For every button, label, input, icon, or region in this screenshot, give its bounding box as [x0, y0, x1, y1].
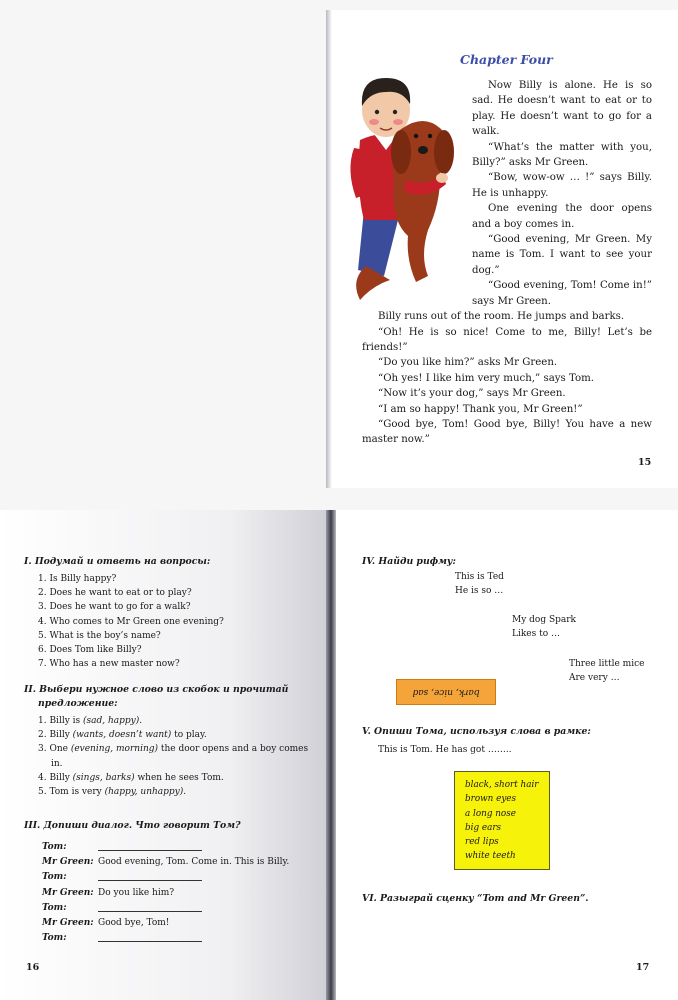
dialogue-line: Mr Green: Do you like him?	[42, 887, 175, 898]
exercise-3-title: III. Допиши диалог. Что говорит Том?	[24, 820, 241, 831]
page-number: 17	[636, 962, 650, 973]
question-item: 3. Does he want to go for a walk?	[38, 602, 191, 613]
story-paragraph: “Now it’s your dog,” says Mr Green.	[378, 388, 566, 400]
exercise-6-title: VI. Разыграй сценку “Tom and Mr Green”.	[362, 893, 589, 904]
book-gutter	[326, 510, 336, 1000]
story-paragraph: Now Billy is alone. He is so sad. He doesn’t want to eat or to play. He doesn’t want to go for a walk.	[472, 80, 652, 138]
word-box: black, short hair brown eyes a long nose big ears red lips white teeth	[454, 771, 550, 870]
dialogue-line: Tom:	[42, 901, 289, 916]
rhyme-2: My dog Spark Likes to …	[512, 615, 577, 639]
answer-blank[interactable]	[98, 872, 202, 881]
exercise-2-title: II. Выбери нужное слово из скобок и прочитай	[24, 684, 289, 695]
question-item: 1. Is Billy happy?	[38, 574, 117, 584]
question-item: 2. Does he want to eat or to play?	[38, 588, 192, 599]
rhyme-3: Three little mice Are very …	[569, 659, 645, 683]
dialogue	[42, 840, 289, 946]
story-paragraph: “Good bye, Tom! Good bye, Billy! You have a new master now.”	[362, 418, 652, 446]
story-paragraph: “Good evening, Tom! Come in!” says Mr Green.	[472, 280, 652, 307]
exercise-5-prompt: This is Tom. He has got ……..	[378, 745, 512, 755]
dialogue-line: Tom:	[42, 840, 289, 855]
rhyme-1: This is Ted He is so …	[455, 572, 504, 596]
choice-item-cont: in.	[51, 758, 63, 769]
word-box-upside-down: bark, nice, sad	[396, 679, 496, 705]
exercise-2-items	[38, 714, 308, 799]
exercise-4-title: IV. Найди рифму:	[362, 556, 456, 567]
story-text	[362, 78, 652, 448]
choice-item: 3. One (evening, morning) the door opens and a boy comes	[38, 744, 309, 755]
answer-blank[interactable]	[98, 842, 202, 851]
story-paragraph: “I am so happy! Thank you, Mr Green!”	[378, 403, 583, 415]
question-item: 5. What is the boy’s name?	[38, 630, 161, 641]
story-paragraph: “Do you like him?” asks Mr Green.	[378, 357, 558, 369]
choice-item: 2. Billy (wants, doesn’t want) to play.	[38, 730, 207, 741]
answer-blank[interactable]	[98, 903, 202, 912]
choice-item: 4. Billy (sings, barks) when he sees Tom.	[38, 772, 224, 783]
story-paragraph: One evening the door opens and a boy comes in.	[472, 203, 652, 230]
story-paragraph: “Bow, wow-ow … !” says Billy. He is unhappy.	[472, 172, 652, 199]
dialogue-line: Tom:	[42, 931, 289, 946]
exercise-1-questions	[38, 572, 224, 671]
exercise-2-title-cont: предложение:	[38, 698, 118, 709]
page-number: 16	[26, 962, 40, 973]
exercise-1-title: I. Подумай и ответь на вопросы:	[24, 556, 211, 567]
dialogue-line: Mr Green: Good evening, Tom. Come in. This is Billy.	[42, 857, 290, 868]
chapter-title: Chapter Four	[460, 52, 553, 67]
story-paragraph: Billy runs out of the room. He jumps and barks.	[378, 311, 625, 323]
question-item: 4. Who comes to Mr Green one evening?	[38, 616, 224, 627]
choice-item: 5. Tom is very (happy, unhappy).	[38, 787, 187, 798]
story-paragraph: “Oh yes! I like him very much,” says Tom.	[378, 372, 595, 384]
story-paragraph: “What’s the matter with you, Billy?” asks Mr Green.	[472, 141, 652, 169]
page-15-edge	[326, 10, 332, 488]
question-item: 7. Who has a new master now?	[38, 659, 180, 670]
choice-item: 1. Billy is (sad, happy).	[38, 716, 143, 726]
story-paragraph: “Good evening, Mr Green. My name is Tom. I want to see your dog.”	[472, 234, 652, 276]
dialogue-line: Mr Green: Good bye, Tom!	[42, 918, 170, 929]
page-17	[336, 510, 678, 1000]
story-paragraph: “Oh! He is so nice! Come to me, Billy! Let’s be friends!”	[362, 326, 652, 353]
dialogue-line: Tom:	[42, 870, 289, 885]
page-number: 15	[638, 457, 652, 468]
question-item: 6. Does Tom like Billy?	[38, 645, 142, 656]
answer-blank[interactable]	[98, 933, 202, 942]
exercise-5-title: V. Опиши Тома, используя слова в рамке:	[362, 726, 591, 737]
